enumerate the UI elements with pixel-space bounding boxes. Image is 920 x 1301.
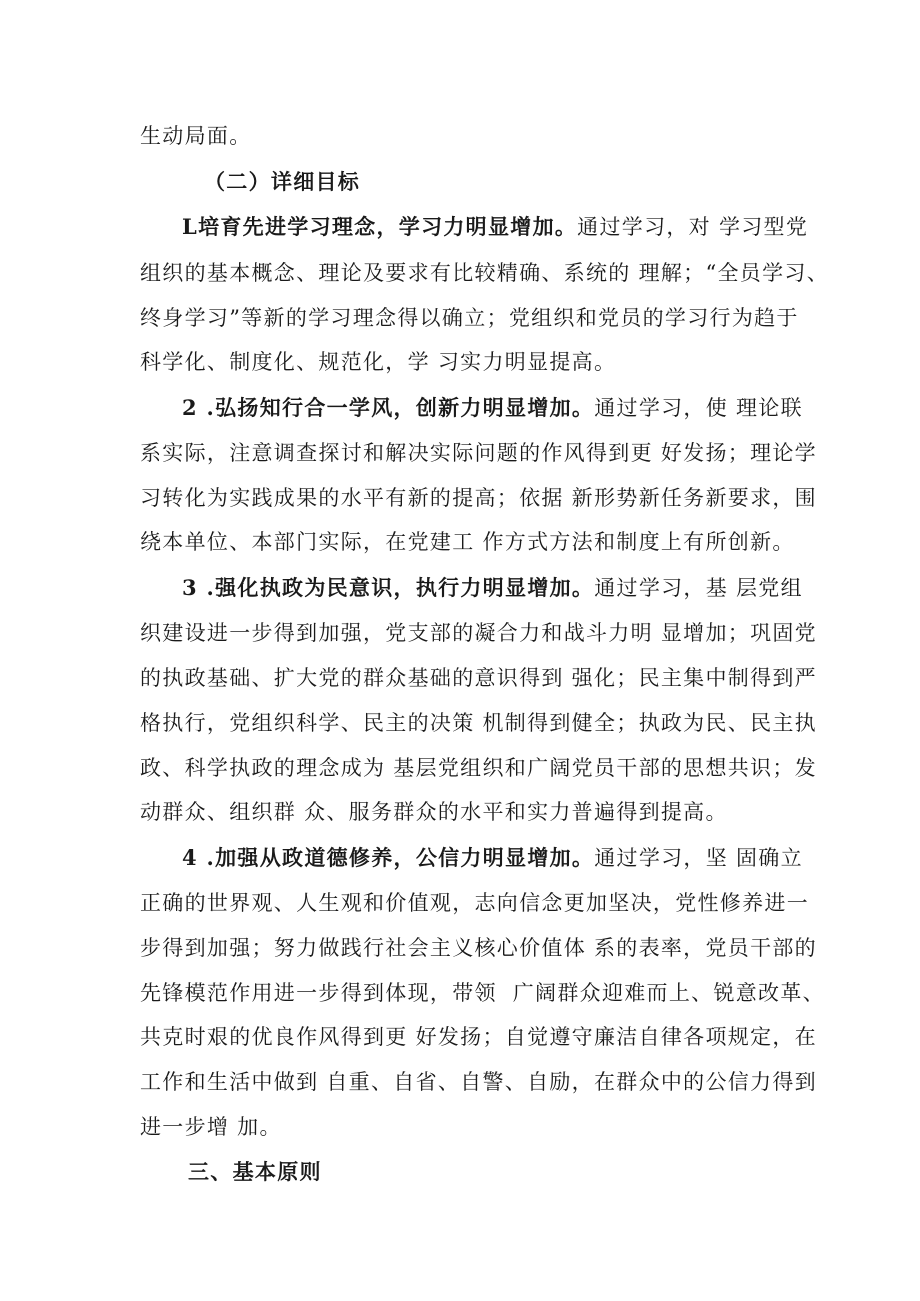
item3-first-line bbox=[182, 573, 803, 603]
item4-text-6: 进一步增 加。 bbox=[140, 1115, 282, 1139]
item1-text-2: 终身学习”等新的学习理念得以确立；党组织和党员的学习行为趋于 bbox=[140, 306, 799, 330]
item4-lead: 4 .加强从政道德修养，公信力明显增加。 bbox=[182, 845, 595, 870]
item3-text-3: 格执行，党组织科学、民主的决策 机制得到健全；执政为民、民主执 bbox=[140, 711, 817, 735]
item3-text-5: 动群众、组织群 众、服务群众的水平和实力普遍得到提高。 bbox=[140, 800, 728, 824]
intro-tail: 生动局面。 bbox=[140, 124, 252, 148]
item1-first-line bbox=[182, 212, 808, 242]
item3-lead: 3 .强化执政为民意识，执行力明显增加。 bbox=[182, 575, 595, 600]
item1-lead: L培育先进学习理念，学习力明显增加。 bbox=[182, 214, 578, 239]
item2-text-2: 习转化为实践成果的水平有新的提高；依据 新形势新任务新要求，围 bbox=[140, 486, 817, 510]
item1-text-1: 组织的基本概念、理论及要求有比较精确、系统的 理解；“全员学习、 bbox=[140, 261, 830, 285]
item2-first-line bbox=[182, 393, 803, 423]
item4-first-line bbox=[182, 843, 803, 873]
item2-text-3: 绕本单位、本部门实际，在党建工 作方式方法和制度上有所创新。 bbox=[140, 530, 795, 554]
section-heading-basic-principles: 三、基本原则 bbox=[188, 1159, 322, 1184]
item1-text-3: 科学化、制度化、规范化，学 习实力明显提高。 bbox=[140, 350, 617, 374]
item2-text-0: 通过学习，使 理论联 bbox=[594, 396, 803, 420]
item4-text-5: 工作和生活中做到 自重、自省、自警、自励，在群众中的公信力得到 bbox=[140, 1070, 817, 1094]
item4-text-0: 通过学习，坚 固确立 bbox=[594, 846, 803, 870]
item3-text-1: 织建设进一步得到加强，党支部的凝合力和战斗力明 显增加；巩固党 bbox=[140, 621, 817, 645]
item3-text-4: 政、科学执政的理念成为 基层党组织和广阔党员干部的思想共识；发 bbox=[140, 756, 817, 780]
item4-text-4: 共克时艰的优良作风得到更 好发扬；自觉遵守廉洁自律各项规定，在 bbox=[140, 1025, 817, 1049]
item3-text-2: 的执政基础、扩大党的群众基础的意识得到 强化；民主集中制得到严 bbox=[140, 666, 817, 690]
item1-text-0: 通过学习，对 学习型党 bbox=[577, 215, 809, 239]
item4-text-3: 先锋模范作用进一步得到体现，带领 广阔群众迎难而上、锐意改革、 bbox=[140, 981, 825, 1005]
item2-text-1: 系实际，注意调查探讨和解决实际问题的作风得到更 好发扬；理论学 bbox=[140, 441, 817, 465]
item4-text-2: 步得到加强；努力做践行社会主义核心价值体 系的表率，党员干部的 bbox=[140, 936, 817, 960]
item3-text-0: 通过学习，基 层党组 bbox=[594, 576, 803, 600]
item4-text-1: 正确的世界观、人生观和价值观，志向信念更加坚决，党性修养进一 bbox=[140, 891, 809, 915]
item2-lead: 2 .弘扬知行合一学风，创新力明显增加。 bbox=[182, 395, 595, 420]
subheading-detailed-goals: （二）详细目标 bbox=[204, 169, 361, 194]
